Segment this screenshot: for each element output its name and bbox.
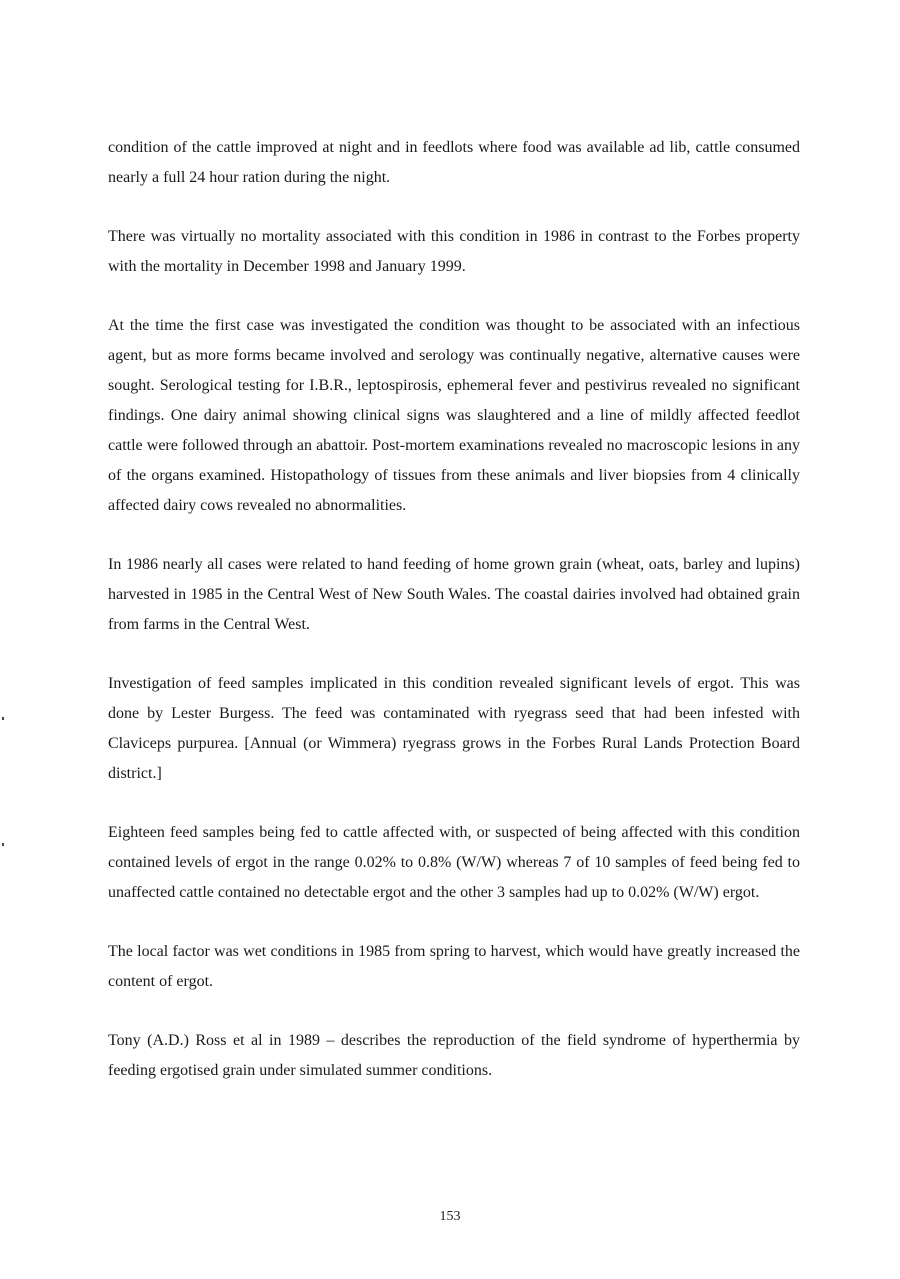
paragraph-4: In 1986 nearly all cases were related to hand feeding of home grown grain (wheat, oats, barley and lupins) harvested in 1985 in the Central West of New South Wales. The coastal dairies involved had obtained grain from farms in the Central West. xyxy=(108,556,800,633)
scan-edge-mark xyxy=(2,843,4,846)
body-text xyxy=(108,133,800,1115)
paragraph-6: Eighteen feed samples being fed to cattle affected with, or suspected of being affected with this condition contained levels of ergot in the range 0.02% to 0.8% (W/W) whereas 7 of 10 samples of feed being fed to unaffected cattle contained no detectable ergot and the other 3 samples had up to 0.02% (W/W) ergot. xyxy=(108,824,800,901)
paragraph-3: At the time the first case was investigated the condition was thought to be associated with an infectious agent, but as more forms became involved and serology was continually negative, alternative causes were sought. Serological testing for I.B.R., leptospirosis, ephemeral fever and pestivirus revealed no significant findings. One dairy animal showing clinical signs was slaughtered and a line of mildly affected feedlot cattle were followed through an abattoir. Post-mortem examinations revealed no macroscopic lesions in any of the organs examined. Histopathology of tissues from these animals and liver biopsies from 4 clinically affected dairy cows revealed no abnormalities. xyxy=(108,317,800,514)
paragraph-2: There was virtually no mortality associated with this condition in 1986 in contrast to the Forbes property with the mortality in December 1998 and January 1999. xyxy=(108,228,800,275)
paragraph-7: The local factor was wet conditions in 1985 from spring to harvest, which would have greatly increased the content of ergot. xyxy=(108,943,800,990)
paragraph-1: condition of the cattle improved at night and in feedlots where food was available ad lib, cattle consumed nearly a full 24 hour ration during the night. xyxy=(108,139,800,186)
paragraph-5: Investigation of feed samples implicated in this condition revealed significant levels of ergot. This was done by Lester Burgess. The feed was contaminated with ryegrass seed that had been infested with Claviceps purpurea. [Annual (or Wimmera) ryegrass grows in the Forbes Rural Lands Protection Board district.] xyxy=(108,675,800,782)
scan-edge-mark xyxy=(2,717,4,720)
paragraph-8: Tony (A.D.) Ross et al in 1989 – describes the reproduction of the field syndrome of hyperthermia by feeding ergotised grain under simulated summer conditions. xyxy=(108,1032,800,1079)
page-number: 153 xyxy=(439,1209,461,1224)
